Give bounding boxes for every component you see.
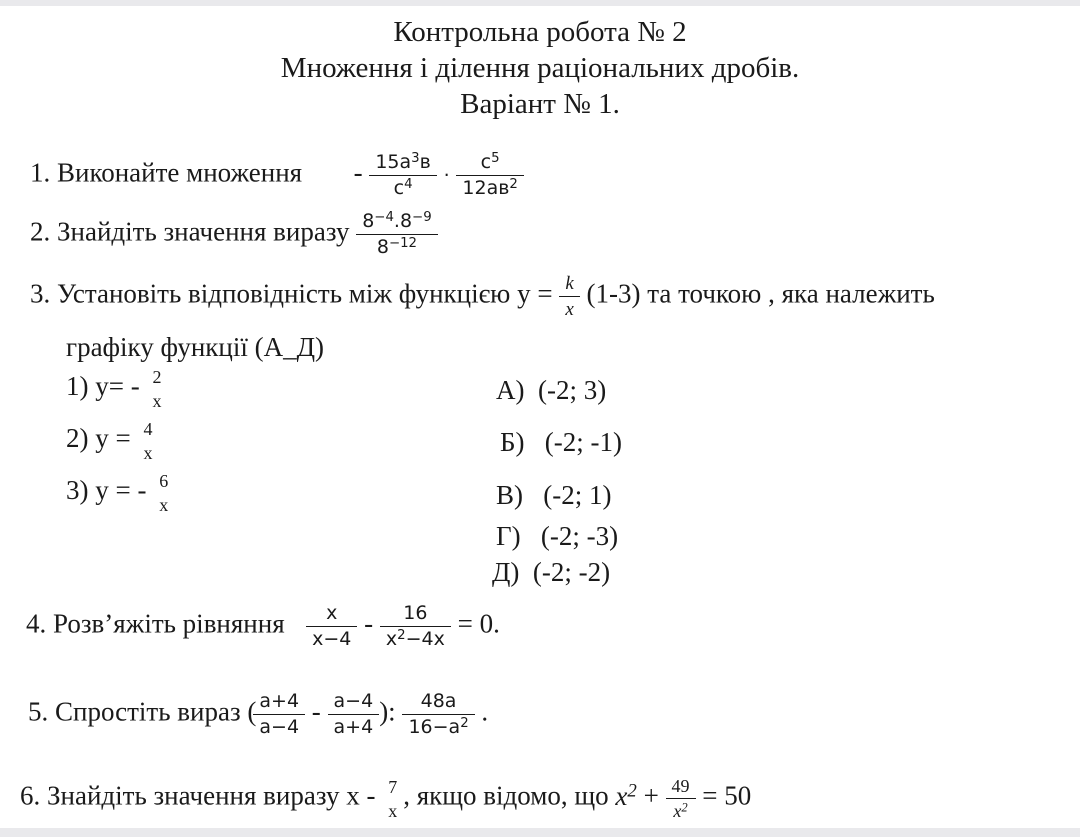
task-1-fraction-1: $\frac{15a^3в}{c^4}$	[372, 153, 434, 198]
task-1-text: 1. Виконайте множення	[30, 157, 303, 188]
point-a: А) (-2; 3)	[496, 375, 607, 405]
title-line-2: Множення і ділення раціональних дробів.	[280, 52, 800, 84]
task-6-tail: = 50	[702, 780, 752, 811]
task-3-text-a: 3. Установіть відповідність між функцією у =	[30, 278, 553, 309]
task-4-fraction-2: $\frac{16}{x^2-4x}$	[383, 604, 448, 649]
task-2-text: 2. Знайдіть значення виразу	[30, 216, 350, 247]
task-3-line-2: графіку функції (А_Д)	[66, 332, 325, 362]
task-1-minus: -	[353, 157, 363, 188]
task-5-fraction-2: $\frac{a-4}{a+4}$	[331, 692, 377, 737]
task-6-text: 6. Знайдіть значення виразу x -	[20, 780, 376, 811]
task-5-fraction-3: $\frac{48a}{16-a^2}$	[405, 692, 471, 737]
task-3	[30, 274, 935, 319]
task-4: 4. Розв’яжіть рівняння $\frac{x}{x-4}$ - $\frac{16}{x^2-4x}$ = 0.	[26, 602, 500, 650]
task-2	[30, 212, 438, 257]
task-1	[30, 153, 524, 198]
task-1-fraction-2: $\frac{c^5}{12ав^2}$	[459, 153, 521, 198]
point-g: Г) (-2; -3)	[496, 521, 619, 551]
task-3-text-b: (1-3) та точкою , яка належить	[586, 278, 935, 309]
task-6-fraction-2: $\frac{49}{x^2}$	[669, 777, 693, 820]
function-2: 2) y = 4 x	[66, 419, 153, 463]
point-b: Б) (-2; -1)	[500, 427, 622, 457]
task-1-dot: ·	[443, 164, 450, 187]
task-4-fraction-1: $\frac{x}{x-4}$	[309, 604, 354, 649]
task-5: 5. Спростіть вираз ( $\frac{a+4}{a-4}$ - $\frac{a-4}{a+4}$ ): $\frac{48a}{16-a^2}$ .	[28, 690, 489, 738]
task-4-tail: = 0.	[457, 608, 500, 639]
point-d: Д) (-2; -2)	[492, 557, 611, 587]
title-line-1: Контрольна робота № 2	[393, 16, 687, 48]
function-3: 3) y = - 6 x	[66, 471, 169, 515]
point-v: В) (-2; 1)	[496, 480, 612, 510]
task-3-k-over-x: $\frac{k}{x}$	[562, 274, 576, 319]
document-page	[0, 6, 1080, 828]
task-5-fraction-1: $\frac{a+4}{a-4}$	[256, 692, 302, 737]
task-6-fraction-1: 7 x	[388, 776, 398, 821]
task-6: 6. Знайдіть значення виразу x - 7 x , якщо відомо, що $x^2$ + $\frac{49}{x^2}$ = 50	[20, 776, 752, 821]
variant-line: Варіант № 1.	[460, 88, 620, 120]
task-5-text: 5. Спростіть вираз (	[28, 696, 257, 727]
function-1: 1) y= - 2 x	[66, 367, 162, 411]
task-5-tail: .	[481, 696, 489, 727]
task-4-text: 4. Розв’яжіть рівняння	[26, 608, 285, 639]
task-2-fraction: $\frac{8^{-4}.8^{-9}}{8^{-12}}$	[359, 212, 434, 257]
